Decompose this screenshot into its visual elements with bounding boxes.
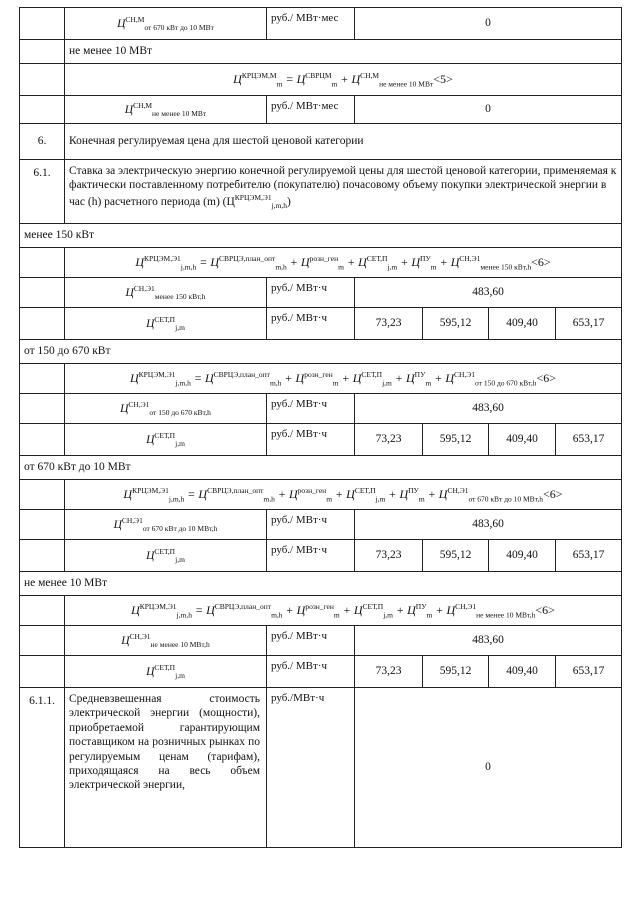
table-row xyxy=(20,248,622,278)
table-row xyxy=(20,224,622,248)
unit-cell: руб./ МВт·ч xyxy=(267,394,355,424)
formula-cell: $Ц^{СЕТ,П}_{j,m}$ xyxy=(65,308,267,340)
value-cell: 409,40 xyxy=(489,540,556,572)
formula-cell: $Ц^{СЕТ,П}_{j,m}$ xyxy=(65,656,267,688)
unit-cell: руб./ МВт·мес xyxy=(267,8,355,40)
section-title: Конечная регулируемая цена для шестой ценовой категории xyxy=(65,124,622,160)
table-row xyxy=(20,596,622,626)
band-label: от 670 кВт до 10 МВт xyxy=(20,456,622,480)
table-row xyxy=(20,688,622,848)
band-label: не менее 10 МВт xyxy=(20,572,622,596)
value-cell: 73,23 xyxy=(355,540,423,572)
unit-cell: руб./ МВт·ч xyxy=(267,424,355,456)
value-cell: 73,23 xyxy=(355,308,423,340)
table-row xyxy=(20,510,622,540)
value-cell: 595,12 xyxy=(423,656,489,688)
formula-cell: $Ц^{СН,М}_{не менее 10 МВт}$ xyxy=(65,96,267,124)
formula-cell: $Ц^{СЕТ,П}_{j,m}$ xyxy=(65,540,267,572)
table-row xyxy=(20,540,622,572)
formula-cell: $Ц^{КРЦЭМ,Э1}_{j,m,h} = Ц^{СВРЦЭ,план\_опт}_{m,h} + Ц^{розн\_ген}_m + Ц^{СЕТ,П}_{j,m} + Ц^{ПУ}_m + Ц^{СН,Э1}_{от 150 до 670 кВт,h}<6>$ xyxy=(65,364,622,394)
unit-cell: руб./ МВт·ч xyxy=(267,540,355,572)
section-number: 6.1.1. xyxy=(20,688,65,848)
table-row xyxy=(20,364,622,394)
value-cell: 653,17 xyxy=(556,424,622,456)
value-cell: 409,40 xyxy=(489,656,556,688)
formula-cell: $Ц^{СН,Э1}_{менее 150 кВт,h}$ xyxy=(65,278,267,308)
value-cell: 483,60 xyxy=(355,626,622,656)
value-cell: 653,17 xyxy=(556,656,622,688)
table-row xyxy=(20,96,622,124)
value-cell: 73,23 xyxy=(355,424,423,456)
table-row xyxy=(20,424,622,456)
value-cell: 653,17 xyxy=(556,308,622,340)
section-number: 6.1. xyxy=(20,160,65,224)
unit-cell: руб./ МВт·ч xyxy=(267,510,355,540)
table-row xyxy=(20,340,622,364)
formula-cell: $Ц^{СН,М}_{от 670 кВт до 10 МВт}$ xyxy=(65,8,267,40)
value-cell: 653,17 xyxy=(556,540,622,572)
tariff-table xyxy=(19,7,622,848)
unit-cell: руб./ МВт·ч xyxy=(267,626,355,656)
table-row xyxy=(20,456,622,480)
value-cell: 595,12 xyxy=(423,308,489,340)
formula-cell: $Ц^{СН,Э1}_{не менее 10 МВт,h}$ xyxy=(65,626,267,656)
formula-cell: $Ц^{СЕТ,П}_{j,m}$ xyxy=(65,424,267,456)
table-row xyxy=(20,160,622,224)
unit-cell: руб./МВт·ч xyxy=(267,688,355,848)
value-cell: 0 xyxy=(355,8,622,40)
unit-cell: руб./ МВт·ч xyxy=(267,308,355,340)
formula-cell: $Ц^{СН,Э1}_{от 670 кВт до 10 МВт,h}$ xyxy=(65,510,267,540)
table-row xyxy=(20,8,622,40)
unit-cell: руб./ МВт·ч xyxy=(267,278,355,308)
value-cell: 73,23 xyxy=(355,656,423,688)
formula-cell: $Ц^{КРЦЭМ,М}_m = Ц^{СВРЦМ}_m + Ц^{СН,М}_{не менее 10 МВт}<5>$ xyxy=(65,64,622,96)
value-cell: 0 xyxy=(355,96,622,124)
unit-cell: руб./ МВт·ч xyxy=(267,656,355,688)
table-row xyxy=(20,480,622,510)
value-cell: 595,12 xyxy=(423,540,489,572)
table-row xyxy=(20,656,622,688)
value-cell: 0 xyxy=(355,688,622,848)
value-cell: 483,60 xyxy=(355,510,622,540)
section-number: 6. xyxy=(20,124,65,160)
formula-cell: $Ц^{СН,Э1}_{от 150 до 670 кВт,h}$ xyxy=(65,394,267,424)
table-row xyxy=(20,40,622,64)
value-cell: 483,60 xyxy=(355,394,622,424)
formula-cell: $Ц^{КРЦЭМ,Э1}_{j,m,h} = Ц^{СВРЦЭ,план\_опт}_{m,h} + Ц^{розн\_ген}_m + Ц^{СЕТ,П}_{j,m} + Ц^{ПУ}_m + Ц^{СН,Э1}_{менее 150 кВт,h}<6>$ xyxy=(65,248,622,278)
table-row xyxy=(20,64,622,96)
section-description: Средневзвешенная стоимость электрической энергии (мощности), приобретаемой гарантирующим поставщиком на розничных рынках по регулируемым ценам (тарифам), приходящаяся на весь объем электрической энергии, xyxy=(65,688,267,848)
value-cell: 409,40 xyxy=(489,424,556,456)
table-row xyxy=(20,308,622,340)
band-label: от 150 до 670 кВт xyxy=(20,340,622,364)
band-label: не менее 10 МВт xyxy=(65,40,622,64)
value-cell: 409,40 xyxy=(489,308,556,340)
table-row xyxy=(20,572,622,596)
band-label: менее 150 кВт xyxy=(20,224,622,248)
table-row xyxy=(20,394,622,424)
table-row xyxy=(20,124,622,160)
table-row xyxy=(20,626,622,656)
formula-cell: $Ц^{КРЦЭМ,Э1}_{j,m,h} = Ц^{СВРЦЭ,план\_опт}_{m,h} + Ц^{розн\_ген}_m + Ц^{СЕТ,П}_{j,m} + Ц^{ПУ}_m + Ц^{СН,Э1}_{не менее 10 МВт,h}<6>$ xyxy=(65,596,622,626)
value-cell: 595,12 xyxy=(423,424,489,456)
section-description: Ставка за электрическую энергию конечной регулируемой цены для шестой ценовой категории, применяемая к фактически поставленному потребителю (покупателю) почасовому объему покупки электрической энергии в час (h) расчетного периода (m) $(Ц^{КРЦЭМ,Э1}_{j,m,h})$ xyxy=(65,160,622,224)
formula-cell: $Ц^{КРЦЭМ,Э1}_{j,m,h} = Ц^{СВРЦЭ,план\_опт}_{m,h} + Ц^{розн\_ген}_m + Ц^{СЕТ,П}_{j,m} + Ц^{ПУ}_m + Ц^{СН,Э1}_{от 670 кВт до 10 МВт,h}<6>$ xyxy=(65,480,622,510)
value-cell: 483,60 xyxy=(355,278,622,308)
unit-cell: руб./ МВт·мес xyxy=(267,96,355,124)
table-row xyxy=(20,278,622,308)
num-cell xyxy=(20,8,65,40)
